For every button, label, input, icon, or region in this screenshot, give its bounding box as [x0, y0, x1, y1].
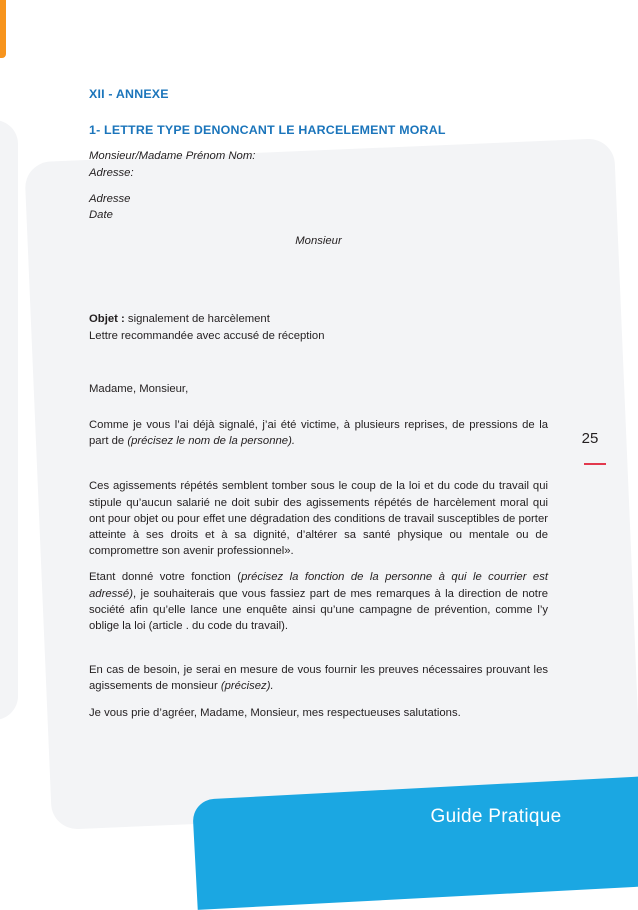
- paragraph-4-italic: (précisez).: [220, 680, 274, 693]
- paragraph-1: [89, 417, 548, 449]
- paragraph-1-text: Comme je vous l’ai déjà signalé, j’ai été victime, à plusieurs reprises, de pressions de la part de: [89, 419, 548, 448]
- letter-date: Date: [89, 209, 113, 222]
- letter-title: 1- LETTRE TYPE DENONCANT LE HARCELEMENT MORAL: [89, 123, 446, 138]
- paragraph-1-italic: (précisez le nom de la personne).: [127, 435, 295, 448]
- sender-address: Adresse:: [89, 166, 134, 179]
- paragraph-2: Ces agissements répétés semblent tomber sous le coup de la loi et du code du travail qui stipule qu’aucun salarié ne doit subir des agissements répétés de harcèlement moral qui ont pour objet ou pour effet une dégradation des conditions de travail susceptibles de porter atteinte à ses droits et à sa dignité, d’altérer sa santé physique ou mentale ou de compromettre son avenir professionnel».: [89, 480, 548, 558]
- salutation: Madame, Monsieur,: [89, 382, 189, 395]
- subject-line: [89, 311, 548, 327]
- recipient-block: [89, 191, 548, 223]
- paragraph-3-italic: précisez la fonction de la personne à qui le courrier est adressé): [89, 571, 548, 600]
- sender-name: Monsieur/Madame Prénom Nom:: [89, 150, 256, 163]
- paragraph-3-part2: , je souhaiterais que vous fassiez part de mes remarques à la direction de notre société afin qu’elle lance une enquête ainsi qu’une campagne de prévention, comme l’y oblige la loi (article . du code du travail).: [89, 587, 548, 633]
- subject-block: [89, 311, 548, 343]
- subject-text: signalement de harcèlement: [124, 313, 270, 326]
- paragraph-3-part1: Etant donné votre fonction (: [89, 571, 242, 584]
- page-number-rule: [584, 463, 606, 465]
- closing: Je vous prie d’agréer, Madame, Monsieur, mes respectueuses salutations.: [89, 706, 461, 719]
- subject-label: Objet :: [89, 313, 125, 326]
- paragraph-3: [89, 569, 548, 634]
- background-shape-left: [0, 120, 18, 720]
- paragraph-4: [89, 662, 548, 694]
- paragraph-4-text: En cas de besoin, je serai en mesure de vous fournir les preuves nécessaires prouvant les agissements de monsieur: [89, 664, 548, 693]
- letter-content: [89, 86, 548, 721]
- orange-corner-tab: [0, 0, 6, 58]
- annex-heading: XII - ANNEXE: [89, 87, 169, 101]
- addressee: Monsieur: [295, 235, 342, 248]
- page-number: 25: [581, 430, 599, 447]
- registered-mail-line: Lettre recommandée avec accusé de réception: [89, 329, 325, 342]
- footer-band: [192, 775, 638, 909]
- footer-title: Guide Pratique: [430, 806, 562, 827]
- sender-block: [89, 148, 548, 180]
- recipient-address: Adresse: [89, 192, 131, 205]
